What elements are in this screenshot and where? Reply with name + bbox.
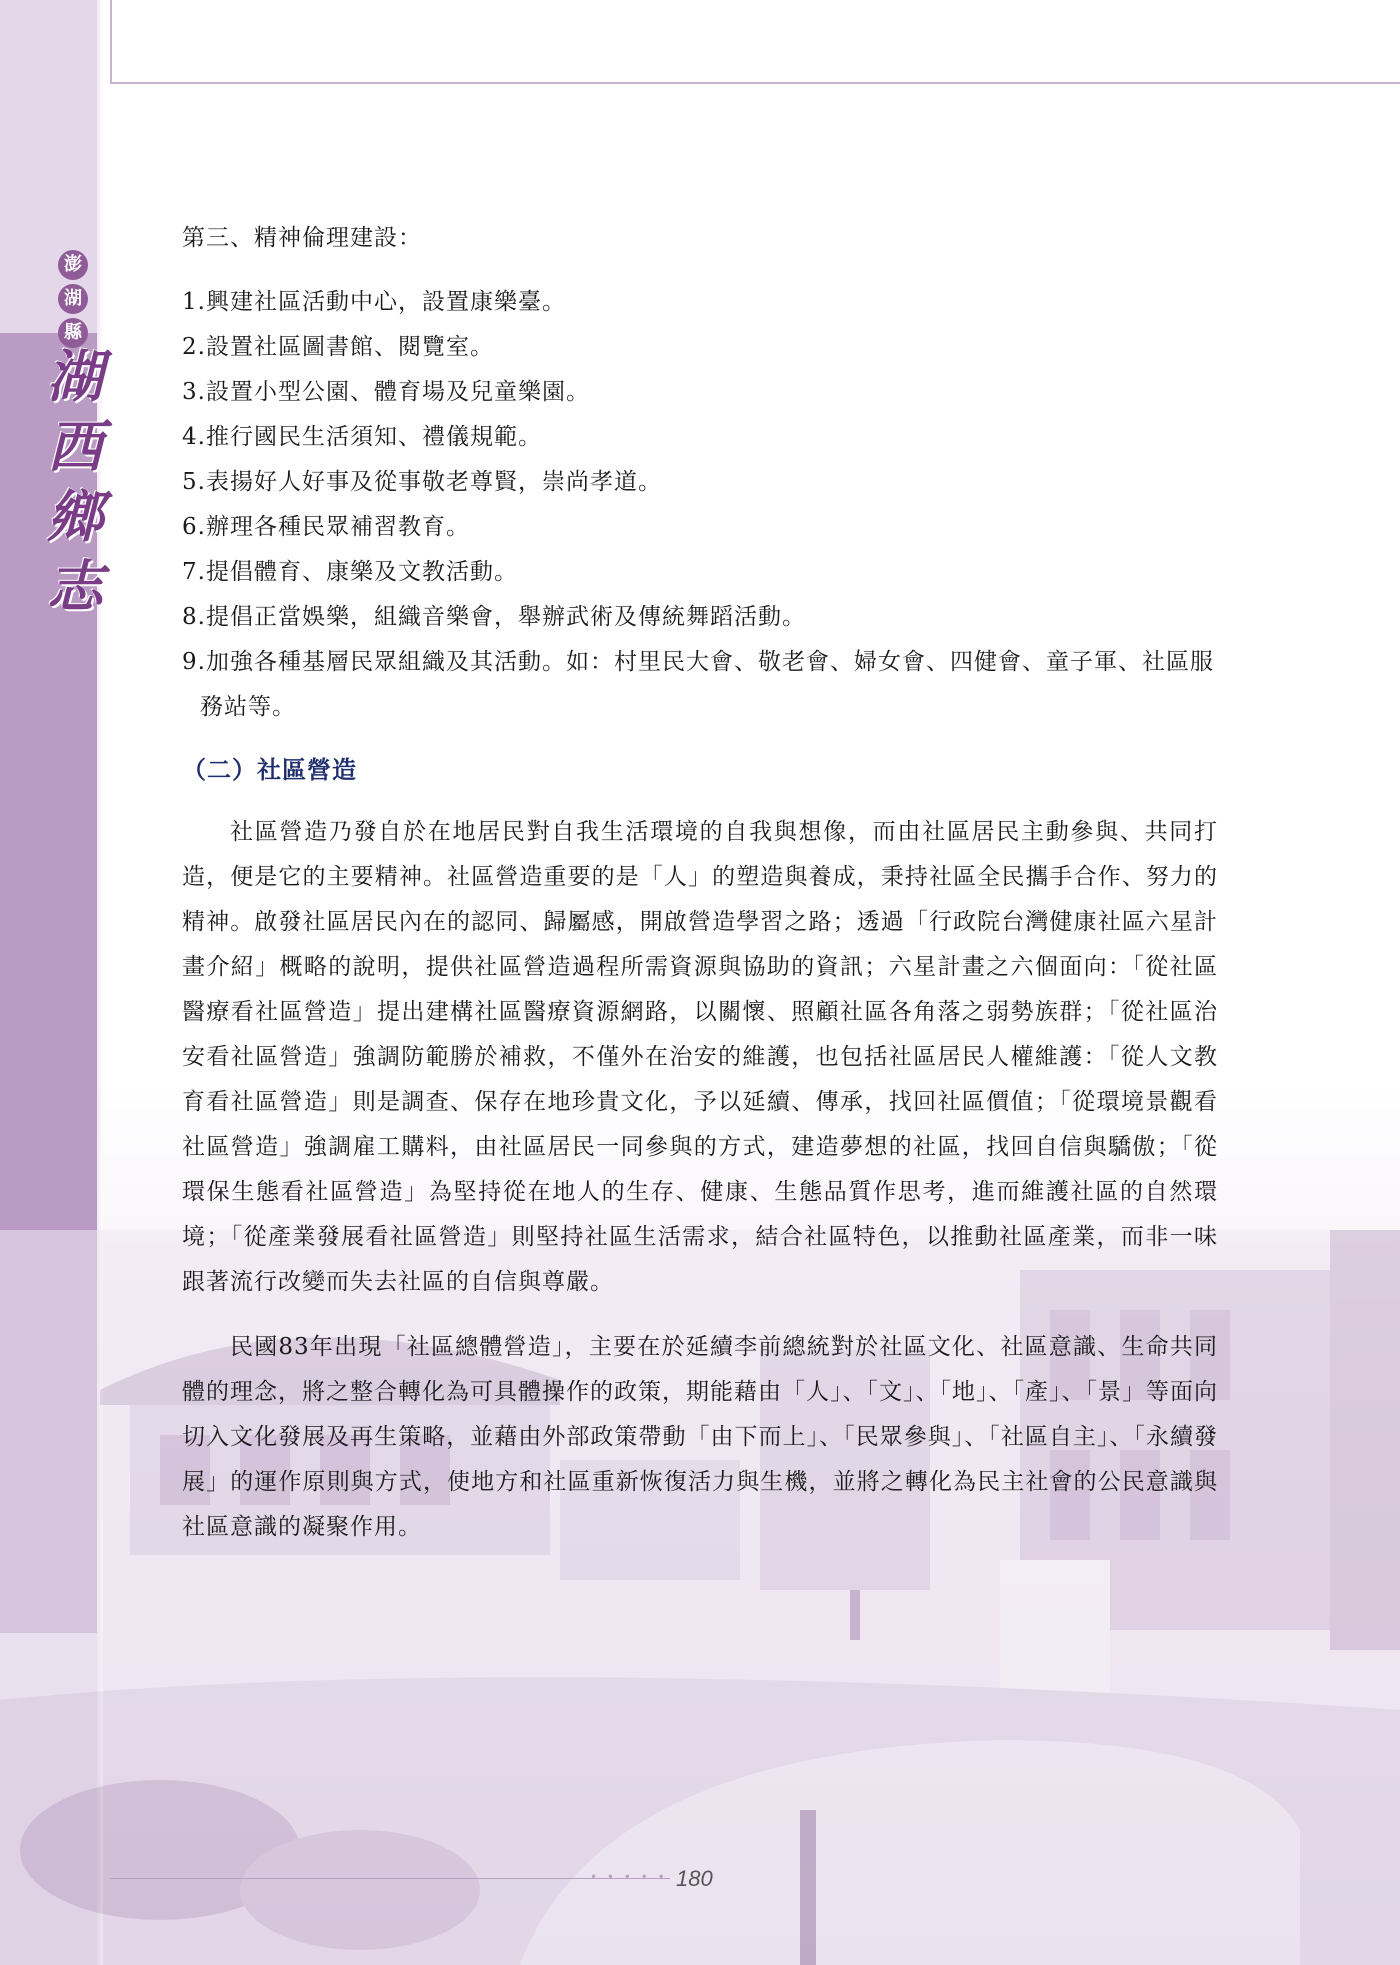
- spiritual-ethics-list: [182, 280, 1218, 730]
- book-title-char: 湖: [47, 344, 103, 410]
- county-char: 湖: [58, 284, 88, 314]
- book-title: [45, 345, 105, 619]
- book-title-char: 志: [47, 554, 103, 620]
- list-item: 5.表揚好人好事及從事敬老尊賢，崇尚孝道。: [182, 469, 662, 495]
- main-content: [182, 218, 1218, 1570]
- page-number: 180: [676, 1866, 713, 1891]
- list-item: 6.辦理各種民眾補習教育。: [182, 514, 470, 540]
- county-label: [58, 250, 92, 348]
- list-item: 7.提倡體育、康樂及文教活動。: [182, 559, 518, 585]
- county-char: 縣: [58, 318, 88, 348]
- list-item: 3.設置小型公園、體育場及兒童樂園。: [182, 379, 590, 405]
- body-paragraph: 民國83年出現「社區總體營造」，主要在於延續李前總統對於社區文化、社區意識、生命共同體的理念，將之整合轉化為可具體操作的政策，期能藉由「人」、「文」、「地」、「產」、「景」等面向切入文化發展及再生策略，並藉由外部政策帶動「由下而上」、「民眾參與」、「社區自主」、「永續發展」的運作原則與方式，使地方和社區重新恢復活力與生機，並將之轉化為民主社會的公民意識與社區意識的凝聚作用。: [182, 1334, 1218, 1540]
- list-item: 8.提倡正當娛樂，組織音樂會，舉辦武術及傳統舞蹈活動。: [182, 604, 806, 630]
- header-rule: [110, 82, 1400, 84]
- book-title-char: 鄉: [47, 484, 103, 550]
- list-item: 2.設置社區圖書館、閱覽室。: [182, 334, 494, 360]
- community-building-heading: （二）社區營造: [182, 755, 357, 784]
- list-item: 9.加強各種基層民眾組織及其活動。如：村里民大會、敬老會、婦女會、四健會、童子軍、社區服務站等。: [182, 649, 1214, 720]
- header-vertical-rule: [110, 0, 112, 84]
- county-char: 澎: [58, 250, 88, 280]
- section-heading: 第三、精神倫理建設：: [182, 225, 422, 251]
- book-title-char: 西: [47, 414, 103, 480]
- body-paragraph: 社區營造乃發自於在地居民對自我生活環境的自我與想像，而由社區居民主動參與、共同打造，便是它的主要精神。社區營造重要的是「人」的塑造與養成，秉持社區全民攜手合作、努力的精神。啟發社區居民內在的認同、歸屬感，開啟營造學習之路；透過「行政院台灣健康社區六星計畫介紹」概略的說明，提供社區營造過程所需資源與協助的資訊；六星計畫之六個面向：「從社區醫療看社區營造」提出建構社區醫療資源網路，以關懷、照顧社區各角落之弱勢族群；「從社區治安看社區營造」強調防範勝於補救，不僅外在治安的維護，也包括社區居民人權維護：「從人文教育看社區營造」則是調查、保存在地珍貴文化，予以延續、傳承，找回社區價值；「從環境景觀看社區營造」強調雇工購料，由社區居民一同參與的方式，建造夢想的社區，找回自信與驕傲；「從環保生態看社區營造」為堅持從在地人的生存、健康、生態品質作思考，進而維護社區的自然環境；「從產業發展看社區營造」則堅持社區生活需求，結合社區特色，以推動社區產業，而非一味跟著流行改變而失去社區的自信與尊嚴。: [182, 819, 1218, 1295]
- list-item: 1.興建社區活動中心，設置康樂臺。: [182, 289, 566, 315]
- footer-dots: • • • • •: [590, 1870, 668, 1884]
- footer-rule: [110, 1878, 670, 1879]
- list-item: 4.推行國民生活須知、禮儀規範。: [182, 424, 542, 450]
